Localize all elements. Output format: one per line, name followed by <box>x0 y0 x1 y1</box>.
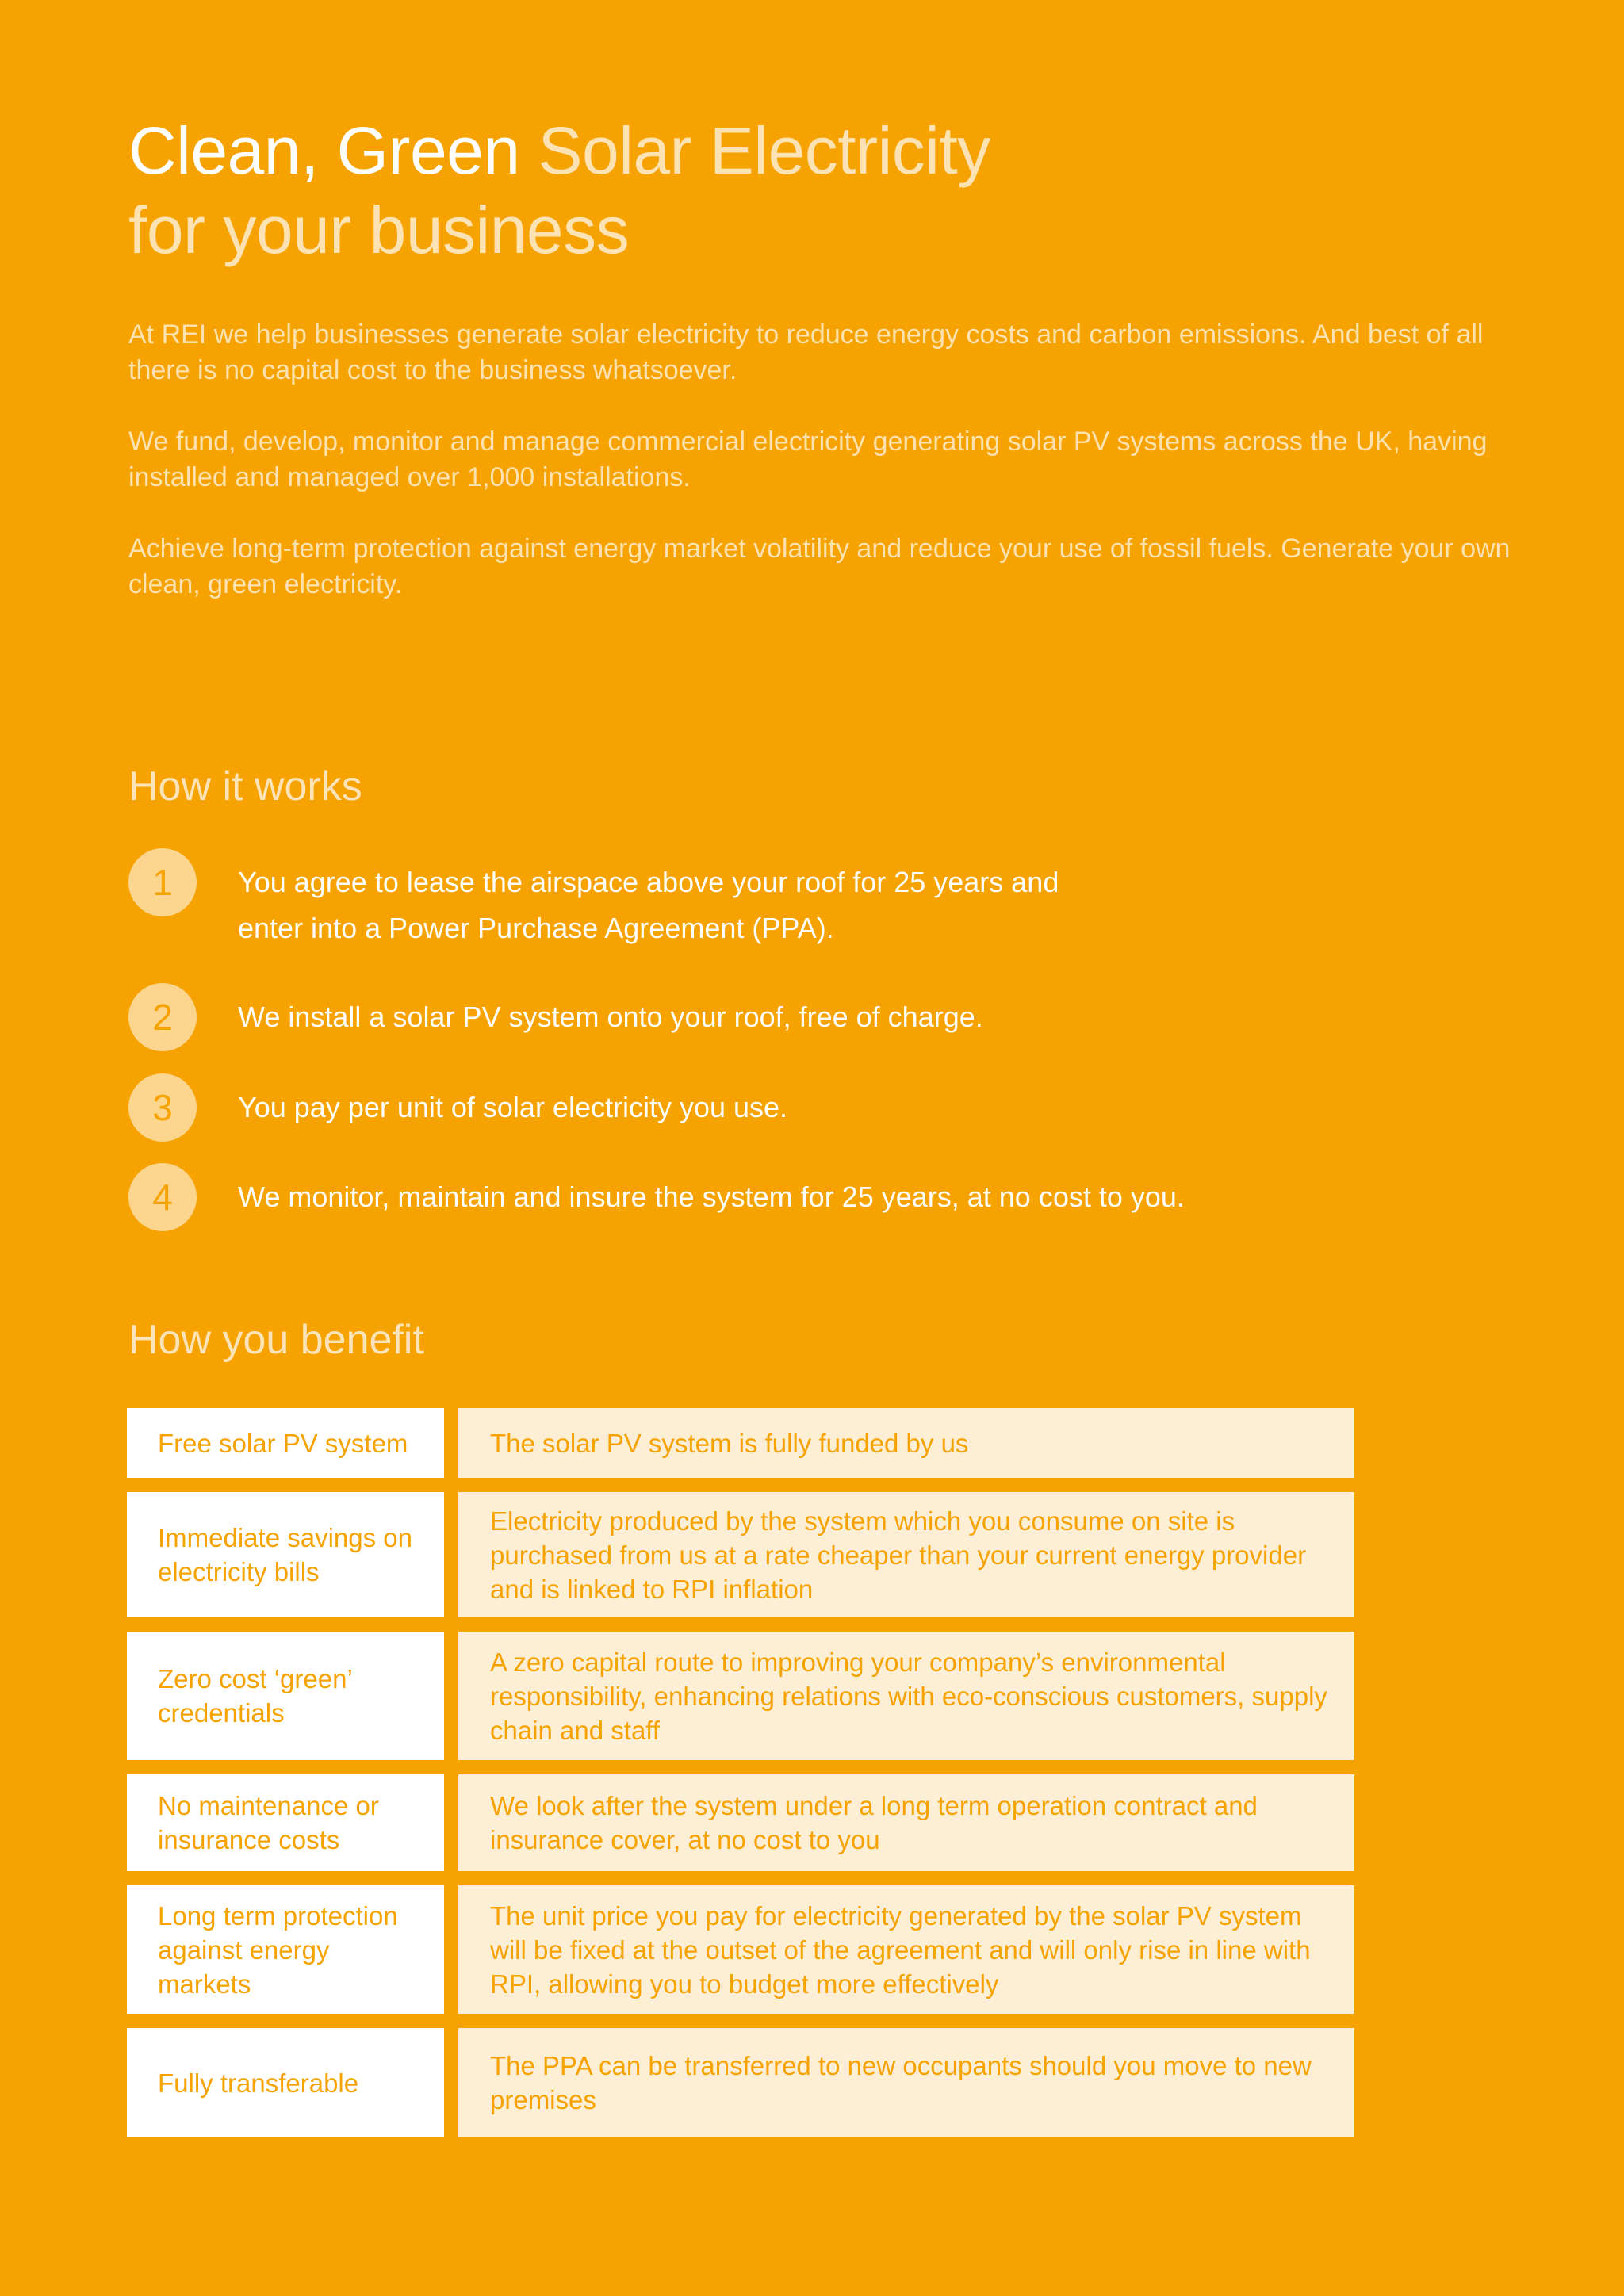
benefit-row <box>127 1492 1354 1617</box>
benefit-row <box>127 1408 1354 1478</box>
benefit-description: We look after the system under a long term operation contract and insurance cover, at no cost to you <box>458 1774 1354 1871</box>
benefit-description: The PPA can be transferred to new occupants should you move to new premises <box>458 2028 1354 2137</box>
benefit-label: No maintenance or insurance costs <box>127 1774 444 1871</box>
title-light-line1: Solar Electricity <box>538 113 990 188</box>
step-number-badge: 4 <box>128 1163 197 1231</box>
step-1 <box>128 848 1269 951</box>
step-text-line: enter into a Power Purchase Agreement (PPA). <box>238 912 834 944</box>
intro-paragraph: At REI we help businesses generate solar electricity to reduce energy costs and carbon emissions. And best of all there is no capital cost to the business whatsoever. <box>128 320 1484 385</box>
benefit-label: Immediate savings on electricity bills <box>127 1492 444 1617</box>
page-title <box>128 111 990 270</box>
step-text-line: You agree to lease the airspace above your roof for 25 years and <box>238 866 1059 898</box>
benefits-table <box>127 1408 1354 2152</box>
step-number-badge: 1 <box>128 848 197 916</box>
how-it-works-heading: How it works <box>128 763 362 809</box>
step-2 <box>128 983 1269 1051</box>
benefit-description: The solar PV system is fully funded by us <box>458 1408 1354 1478</box>
step-text: We monitor, maintain and insure the system for 25 years, at no cost to you. <box>238 1181 1185 1213</box>
benefit-label: Fully transferable <box>127 2028 444 2137</box>
benefit-row <box>127 1774 1354 1871</box>
benefit-description: Electricity produced by the system which you consume on site is purchased from us at a rate cheaper than your current energy provider and is linked to RPI inflation <box>458 1492 1354 1617</box>
intro-paragraph: We fund, develop, monitor and manage commercial electricity generating solar PV systems across the UK, having installed and managed over 1,000 installations. <box>128 427 1488 492</box>
benefit-label: Zero cost ‘green’ credentials <box>127 1632 444 1760</box>
step-number-badge: 3 <box>128 1073 197 1142</box>
intro-section <box>128 317 1516 638</box>
benefit-description: The unit price you pay for electricity generated by the solar PV system will be fixed at the outset of the agreement and will only rise in line with RPI, allowing you to budget more effectively <box>458 1885 1354 2014</box>
step-text: We install a solar PV system onto your roof, free of charge. <box>238 1001 983 1033</box>
how-you-benefit-heading: How you benefit <box>128 1317 424 1363</box>
benefit-row <box>127 2028 1354 2137</box>
step-text <box>238 848 1269 951</box>
step-number-badge: 2 <box>128 983 197 1051</box>
step-4 <box>128 1163 1269 1231</box>
step-3 <box>128 1073 1269 1142</box>
title-light-line2: for your business <box>128 193 630 267</box>
benefit-label: Free solar PV system <box>127 1408 444 1478</box>
intro-paragraph: Achieve long-term protection against energy market volatility and reduce your use of fossil fuels. Generate your own clean, green electricity. <box>128 534 1511 599</box>
benefit-row <box>127 1632 1354 1760</box>
step-text: You pay per unit of solar electricity you use. <box>238 1091 788 1123</box>
title-strong: Clean, Green <box>128 113 520 188</box>
benefit-label: Long term protection against energy markets <box>127 1885 444 2014</box>
benefit-description: A zero capital route to improving your company’s environmental responsibility, enhancing relations with eco-conscious customers, supply chain and staff <box>458 1632 1354 1760</box>
benefit-row <box>127 1885 1354 2014</box>
